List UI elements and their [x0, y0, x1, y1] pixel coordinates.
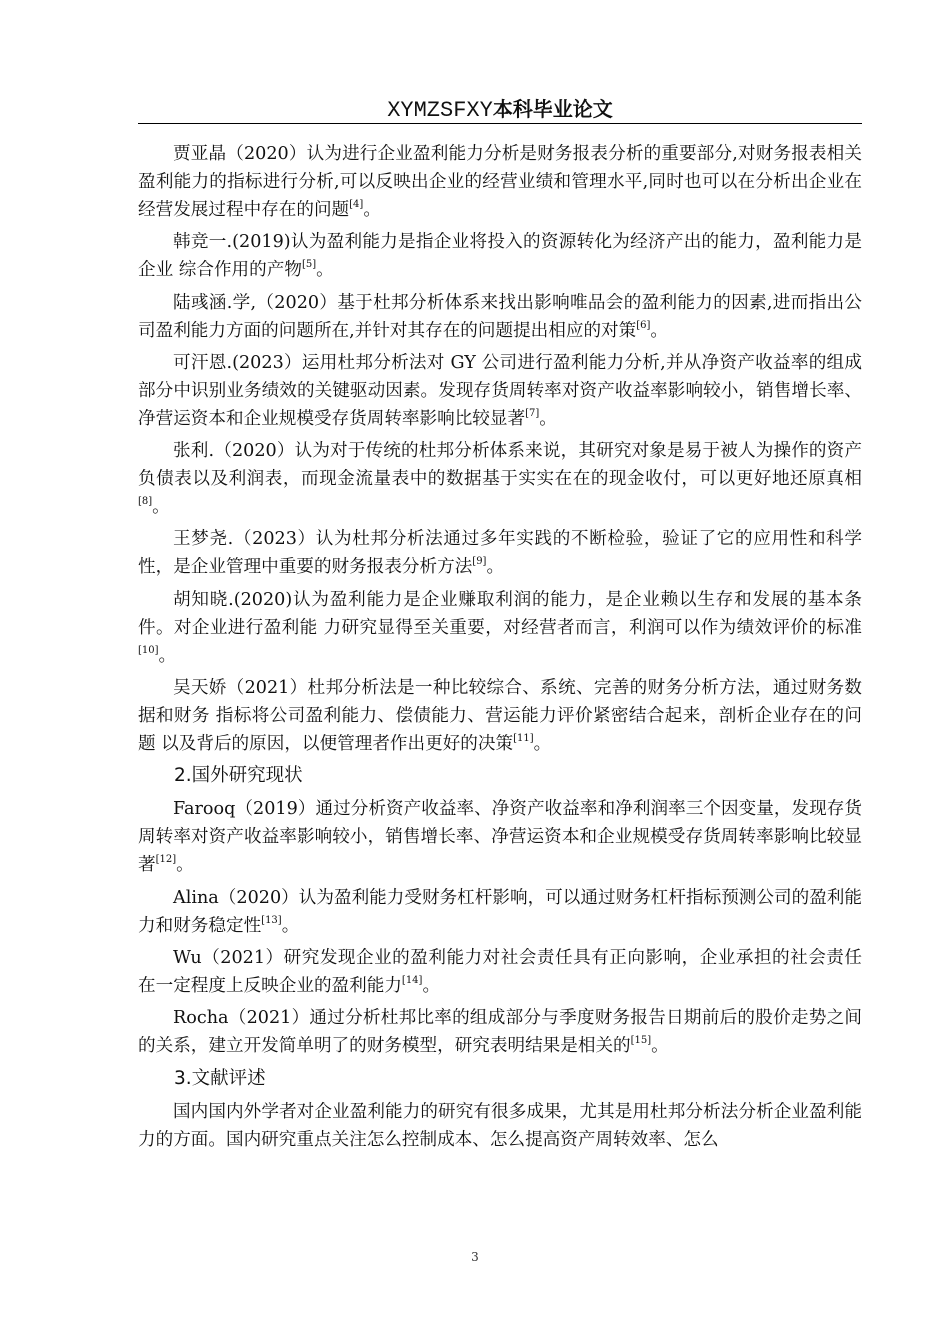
page-number: 3 — [471, 1250, 479, 1264]
citation-7[interactable]: [7] — [525, 407, 540, 419]
citation-6[interactable]: [6] — [636, 319, 651, 331]
paragraph-alina: Alina（2020）认为盈利能力受财务杠杆影响，可以通过财务杠杆指标预测公司的盈利能力和财务稳定性[13]。 — [138, 887, 862, 936]
section-heading-literature-review: 3.文献评述 — [174, 1067, 266, 1089]
citation-13[interactable]: [13] — [261, 914, 282, 926]
paragraph-wang: 王梦尧.（2023）认为杜邦分析法通过多年实践的不断检验，验证了它的应用性和科学性，是企业管理中重要的财务报表分析方法[9]。 — [138, 529, 862, 578]
paragraph-hu: 胡知晓.(2020)认为盈利能力是企业赚取利润的能力，是企业赖以生存和发展的基本条件。对企业进行盈利能 力研究显得至关重要，对经营者而言，利润可以作为绩效评价的标准[10]。 — [138, 589, 862, 666]
paragraph-lu: 陆彧涵.学,（2020）基于杜邦分析体系来找出影响唯品会的盈利能力的因素,进而指出公司盈利能力方面的问题所在,并针对其存在的问题提出相应的对策[6]。 — [138, 292, 862, 341]
citation-8[interactable]: [8] — [138, 496, 153, 508]
citation-9[interactable]: [9] — [472, 556, 487, 568]
citation-5[interactable]: [5] — [301, 259, 317, 271]
running-header — [140, 96, 860, 124]
paragraph-wu-tianjiao: 吴天娇（2021）杜邦分析法是一种比较综合、系统、完善的财务分析方法，通过财务数据和财务 指标将公司盈利能力、偿债能力、营运能力评价紧密结合起来，剖析企业存在的问题 以及背后的原因，以便管理者作出更好的决策[11]。 — [138, 678, 862, 755]
section-heading-foreign-research: 2.国外研究现状 — [174, 765, 303, 787]
paragraph-review: 国内国内外学者对企业盈利能力的研究有很多成果，尤其是用杜邦分析法分析企业盈利能力的方面。国内研究重点关注怎么控制成本、怎么提高资产周转效率、怎么 — [138, 1101, 862, 1150]
page-body — [138, 140, 862, 1154]
citation-12[interactable]: [12] — [155, 854, 177, 866]
paragraph-jia: 贾亚晶（2020）认为进行企业盈利能力分析是财务报表分析的重要部分,对财务报表相关盈利能力的指标进行分析,可以反映出企业的经营业绩和管理水平,同时也可以在分析出企业在经营发展过程中存在的问题[4]。 — [138, 144, 862, 220]
paragraph-wu: Wu（2021）研究发现企业的盈利能力对社会责任具有正向影响，企业承担的社会责任在一定程度上反映企业的盈利能力[14]。 — [138, 947, 862, 996]
citation-10[interactable]: [10] — [138, 644, 159, 656]
paragraph-zhang: 张利.（2020）认为对于传统的杜邦分析体系来说，其研究对象是易于被人为操作的资产负债表以及利润表，而现金流量表中的数据基于实实在在的现金收付，可以更好地还原真相[8]。 — [138, 441, 862, 518]
header-code: XYMZSFXY — [387, 98, 493, 123]
paragraph-farooq: Farooq（2019）通过分析资产收益率、净资产收益率和净利润率三个因变量，发现存货周转率对资产收益率影响较小，销售增长率、净营运资本和企业规模受存货周转率影响比较显著[12]。 — [138, 799, 862, 876]
citation-14[interactable]: [14] — [401, 974, 423, 986]
paragraph-rocha: Rocha（2021）通过分析杜邦比率的组成部分与季度财务报告日期前后的股价走势之间的关系，建立开发简单明了的财务模型，研究表明结果是相关的[15]。 — [138, 1008, 862, 1057]
paragraph-ke: 可汗恩.(2023）运用杜邦分析法对 GY 公司进行盈利能力分析,并从净资产收益率的组成部分中识别业务绩效的关键驱动因素。发现存货周转率对资产收益率影响较小，销售增长率、净营运资本和企业规模受存货周转率影响比较显著[7]。 — [138, 352, 862, 429]
citation-4[interactable]: [4] — [349, 199, 364, 210]
citation-15[interactable]: [15] — [630, 1035, 652, 1047]
header-title: 本科毕业论文 — [492, 97, 613, 121]
citation-11[interactable]: [11] — [513, 733, 534, 745]
paragraph-han: 韩竞一.(2019)认为盈利能力是指企业将投入的资源转化为经济产出的能力，盈利能力是企业 综合作用的产物[5]。 — [138, 232, 862, 281]
header-divider — [138, 123, 862, 124]
